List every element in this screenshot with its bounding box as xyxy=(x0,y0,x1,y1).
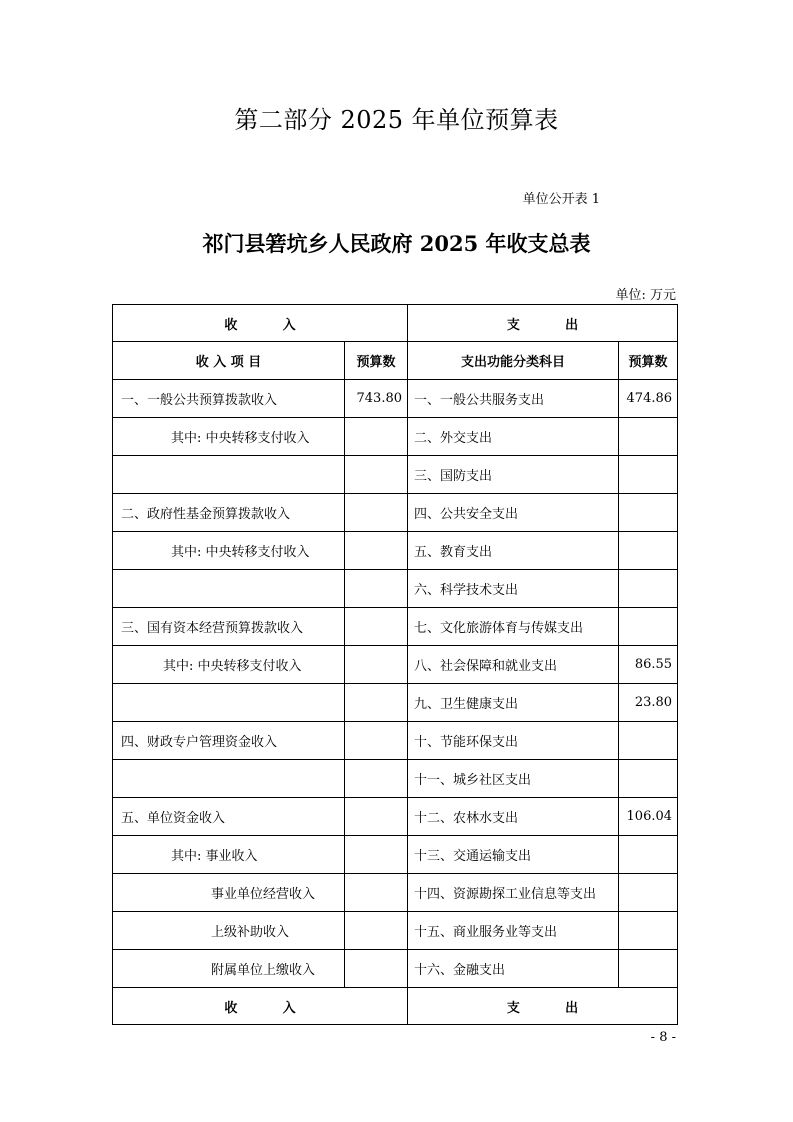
expense-amount xyxy=(619,950,678,988)
expense-amount xyxy=(619,570,678,608)
expense-item: 二、外交支出 xyxy=(408,418,619,456)
expense-amount xyxy=(619,456,678,494)
expense-amount: 86.55 xyxy=(619,646,678,684)
income-amount xyxy=(345,570,408,608)
table-row xyxy=(113,950,678,988)
income-item: 其中: 事业收入 xyxy=(113,836,345,874)
table-row xyxy=(113,456,678,494)
expense-item: 八、社会保障和就业支出 xyxy=(408,646,619,684)
col-income-amount: 预算数 xyxy=(345,342,408,380)
expense-band: 支 出 xyxy=(408,305,678,342)
income-item: 上级补助收入 xyxy=(113,912,345,950)
col-expense-amount: 预算数 xyxy=(619,342,678,380)
table-row xyxy=(113,912,678,950)
income-item: 其中: 中央转移支付收入 xyxy=(113,418,345,456)
table-row xyxy=(113,494,678,532)
table-row xyxy=(113,722,678,760)
band-footer-row xyxy=(113,988,678,1025)
income-item: 二、政府性基金预算拨款收入 xyxy=(113,494,345,532)
expense-item: 十四、资源勘探工业信息等支出 xyxy=(408,874,619,912)
expense-amount xyxy=(619,494,678,532)
expense-amount xyxy=(619,608,678,646)
income-amount xyxy=(345,836,408,874)
expense-item: 十五、商业服务业等支出 xyxy=(408,912,619,950)
expense-item: 一、一般公共服务支出 xyxy=(408,380,619,418)
income-item: 其中: 中央转移支付收入 xyxy=(113,532,345,570)
income-amount xyxy=(345,760,408,798)
expense-amount: 474.86 xyxy=(619,380,678,418)
income-amount xyxy=(345,722,408,760)
income-amount xyxy=(345,418,408,456)
income-item xyxy=(113,760,345,798)
income-amount xyxy=(345,456,408,494)
band-header-row xyxy=(113,305,678,342)
income-item: 四、财政专户管理资金收入 xyxy=(113,722,345,760)
expense-item: 四、公共安全支出 xyxy=(408,494,619,532)
table-row xyxy=(113,798,678,836)
col-income-item: 收 入 项 目 xyxy=(113,342,345,380)
income-item: 其中: 中央转移支付收入 xyxy=(113,646,345,684)
table-id: 单位公开表 1 xyxy=(522,192,600,207)
income-item: 三、国有资本经营预算拨款收入 xyxy=(113,608,345,646)
income-amount: 743.80 xyxy=(345,380,408,418)
unit-label: 单位: 万元 xyxy=(615,288,676,303)
expense-item: 九、卫生健康支出 xyxy=(408,684,619,722)
table-row xyxy=(113,684,678,722)
expense-item: 十二、农林水支出 xyxy=(408,798,619,836)
expense-amount xyxy=(619,874,678,912)
column-header-row xyxy=(113,342,678,380)
income-item: 附属单位上缴收入 xyxy=(113,950,345,988)
income-amount xyxy=(345,684,408,722)
income-amount xyxy=(345,950,408,988)
expense-amount xyxy=(619,836,678,874)
income-band: 收 入 xyxy=(113,305,408,342)
income-item: 一、一般公共预算拨款收入 xyxy=(113,380,345,418)
income-amount xyxy=(345,798,408,836)
col-expense-item: 支出功能分类科目 xyxy=(408,342,619,380)
expense-item: 十一、城乡社区支出 xyxy=(408,760,619,798)
expense-amount: 23.80 xyxy=(619,684,678,722)
table-row xyxy=(113,532,678,570)
expense-amount xyxy=(619,418,678,456)
table-row xyxy=(113,874,678,912)
expense-amount xyxy=(619,760,678,798)
expense-band-repeat: 支 出 xyxy=(408,988,678,1025)
expense-amount: 106.04 xyxy=(619,798,678,836)
income-item xyxy=(113,456,345,494)
table-row xyxy=(113,608,678,646)
expense-item: 六、科学技术支出 xyxy=(408,570,619,608)
expense-item: 七、文化旅游体育与传媒支出 xyxy=(408,608,619,646)
part-title: 第二部分 2025 年单位预算表 xyxy=(234,106,559,134)
expense-amount xyxy=(619,722,678,760)
main-title: 祁门县箬坑乡人民政府 2025 年收支总表 xyxy=(202,231,591,256)
expense-amount xyxy=(619,532,678,570)
income-amount xyxy=(345,494,408,532)
income-amount xyxy=(345,912,408,950)
income-amount xyxy=(345,608,408,646)
table-row xyxy=(113,646,678,684)
income-item xyxy=(113,684,345,722)
income-item xyxy=(113,570,345,608)
expense-item: 十六、金融支出 xyxy=(408,950,619,988)
income-amount xyxy=(345,532,408,570)
income-band-repeat: 收 入 xyxy=(113,988,408,1025)
table-row xyxy=(113,836,678,874)
table-row xyxy=(113,760,678,798)
budget-summary-table xyxy=(112,304,678,1025)
expense-item: 五、教育支出 xyxy=(408,532,619,570)
page-number: - 8 - xyxy=(650,1030,676,1045)
income-item: 事业单位经营收入 xyxy=(113,874,345,912)
table-row xyxy=(113,418,678,456)
income-amount xyxy=(345,646,408,684)
expense-amount xyxy=(619,912,678,950)
expense-item: 三、国防支出 xyxy=(408,456,619,494)
income-amount xyxy=(345,874,408,912)
expense-item: 十、节能环保支出 xyxy=(408,722,619,760)
table-row xyxy=(113,570,678,608)
expense-item: 十三、交通运输支出 xyxy=(408,836,619,874)
income-item: 五、单位资金收入 xyxy=(113,798,345,836)
table-row xyxy=(113,380,678,418)
